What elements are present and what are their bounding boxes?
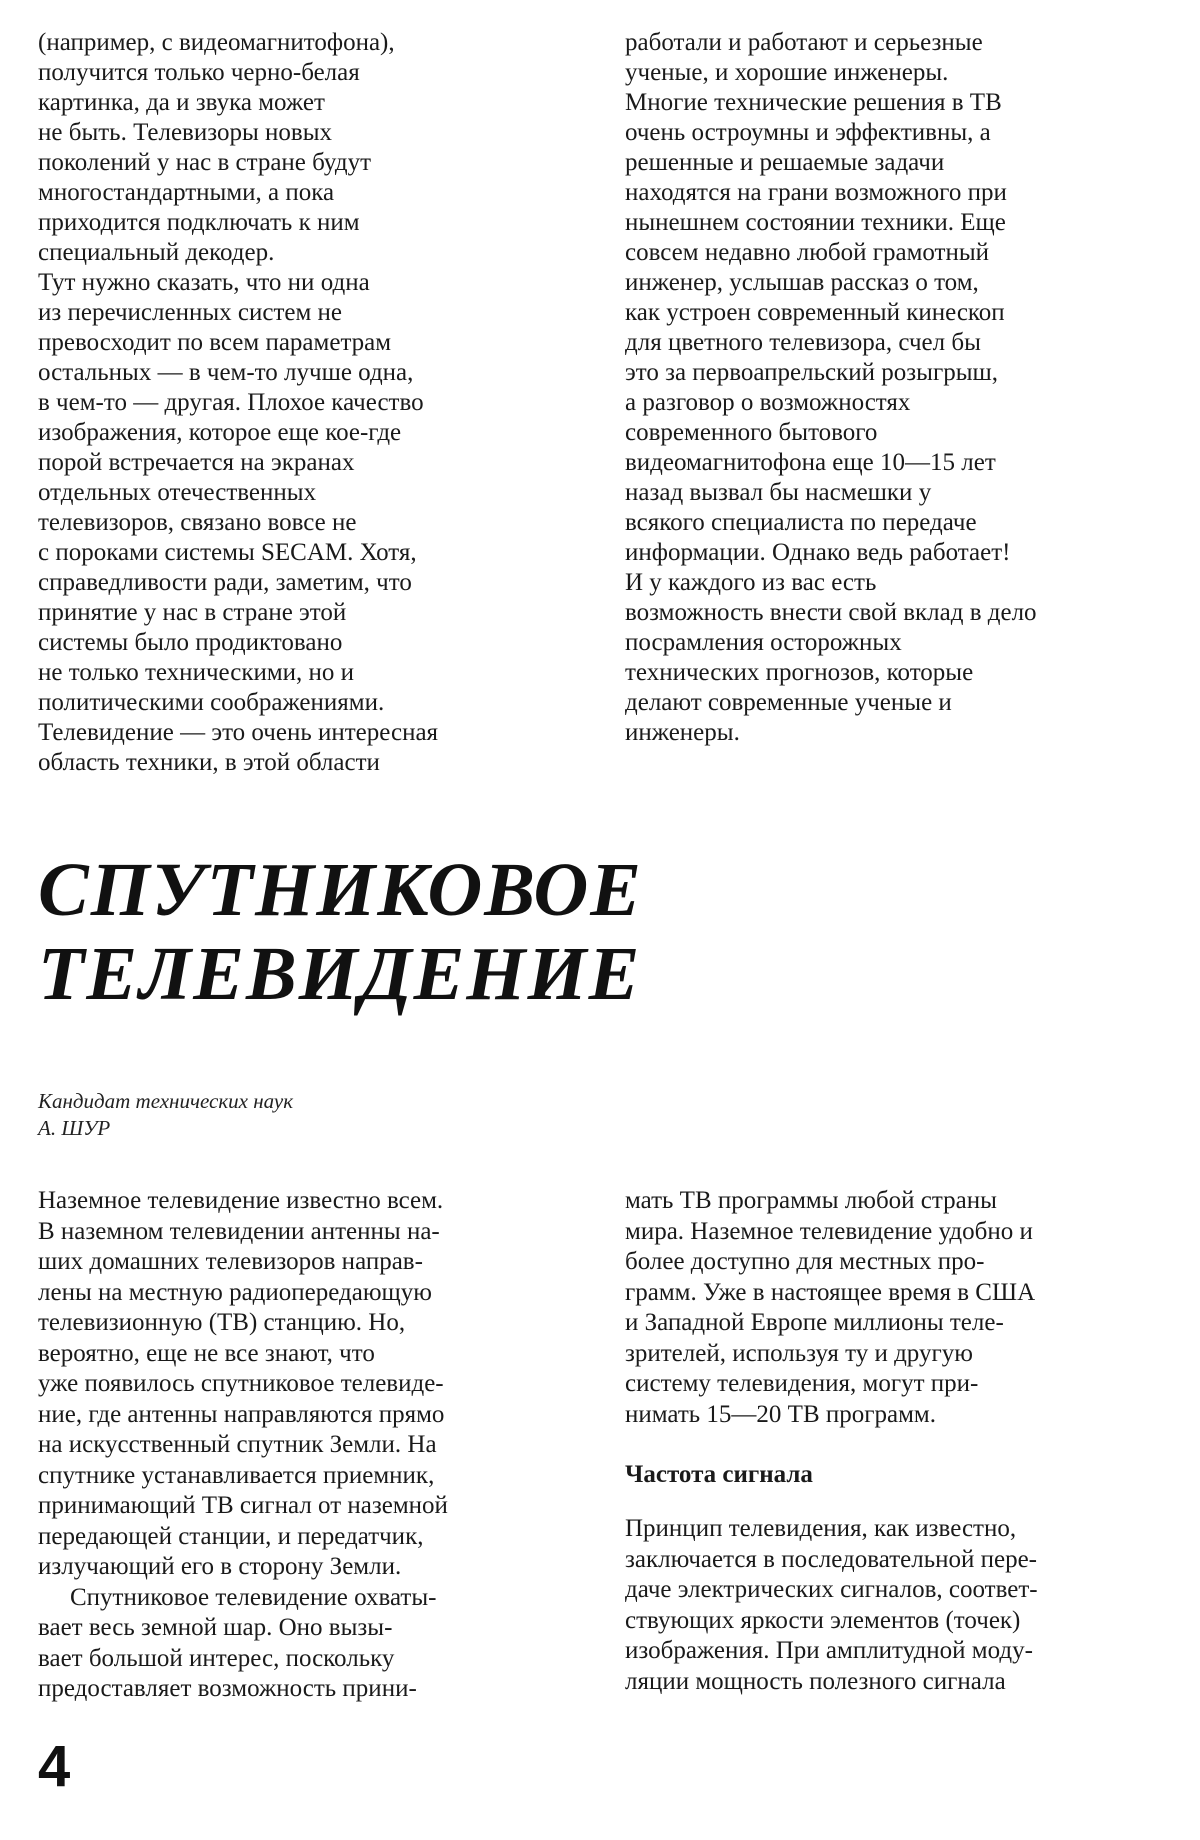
- article-paragraph-1: Наземное телевидение известно всем. В наземном телевидении антенны на- ших домашних телевизоров направ- лены на местную радиопередающую телевизионную (ТВ) станцию. Но, вероятно, еще не все знают, что уже появилось спутниковое телевиде- ние, где антенны направляются прямо на искусственный спутник Земли. На спутнике устанавливается приемник, принимающий ТВ сигнал от наземной передающей станции, и передатчик, излучающий его в сторону Земли.: [38, 1187, 448, 1580]
- article-left-column: [38, 1186, 583, 1705]
- article-paragraph-2: Спутниковое телевидение охваты- вает весь земной шар. Оно вызы- вает большой интерес, поскольку предоставляет возможность прини-: [38, 1583, 437, 1702]
- article-title-line-1: СПУТНИКОВОЕ: [38, 848, 643, 932]
- top-right-text: работали и работают и серьезные ученые, и хорошие инженеры. Многие технические решения в ТВ очень остроумны и эффективны, а решенные и решаемые задачи находятся на грани возможного при нынешнем состоянии техники. Еще совсем недавно любой грамотный инженер, услышав рассказ о том, как устроен современный кинескоп для цветного телевизора, счел бы это за первоапрельский розыгрыш, а разговор о возможностях современного бытового видеомагнитофона еще 10—15 лет назад вызвал бы насмешки у всякого специалиста по передаче информации. Однако ведь работает! И у каждого из вас есть возможность внести свой вклад в дело посрамления осторожных технических прогнозов, которые делают современные ученые и инженеры.: [625, 29, 1037, 746]
- article-title-line-2: ТЕЛЕВИДЕНИЕ: [38, 932, 642, 1016]
- page-number: 4: [38, 1734, 71, 1799]
- article-paragraph-4: Принцип телевидения, как известно, заключается в последовательной пере- даче электрических сигналов, соответ- ствующих яркости элементов (точек) изображения. При амплитудной моду- ляции мощность полезного сигнала: [625, 1515, 1038, 1695]
- top-left-text: (например, с видеомагнитофона), получится только черно-белая картинка, да и звука может не быть. Телевизоры новых поколений у нас в стране будут многостандартными, а пока приходится подключать к ним специальный декодер. Тут нужно сказать, что ни одна из перечисленных систем не превосходит по всем параметрам остальных — в чем-то лучше одна, в чем-то — другая. Плохое качество изображения, которое еще кое-где порой встречается на экранах отдельных отечественных телевизоров, связано вовсе не с пороками системы SECAM. Хотя, справедливости ради, заметим, что принятие у нас в стране этой системы было продиктовано не только техническими, но и политическими соображениями. Телевидение — это очень интересная область техники, в этой области: [38, 29, 439, 776]
- author-degree: Кандидат технических наук: [38, 1089, 294, 1113]
- top-right-column: [625, 28, 1170, 748]
- section-heading: Частота сигнала: [625, 1461, 813, 1488]
- article-paragraph-3: мать ТВ программы любой страны мира. Наземное телевидение удобно и более доступно для местных про- грамм. Уже в настоящее время в США и Западной Европе миллионы теле- зрителей, используя ту и другую систему телевидения, могут при- нимать 15—20 ТВ программ.: [625, 1187, 1036, 1428]
- top-left-column: [38, 28, 583, 778]
- article-title: [38, 848, 643, 1016]
- author-byline: [38, 1088, 293, 1142]
- article-right-column: [625, 1186, 1165, 1697]
- author-name: А. ШУР: [38, 1116, 111, 1140]
